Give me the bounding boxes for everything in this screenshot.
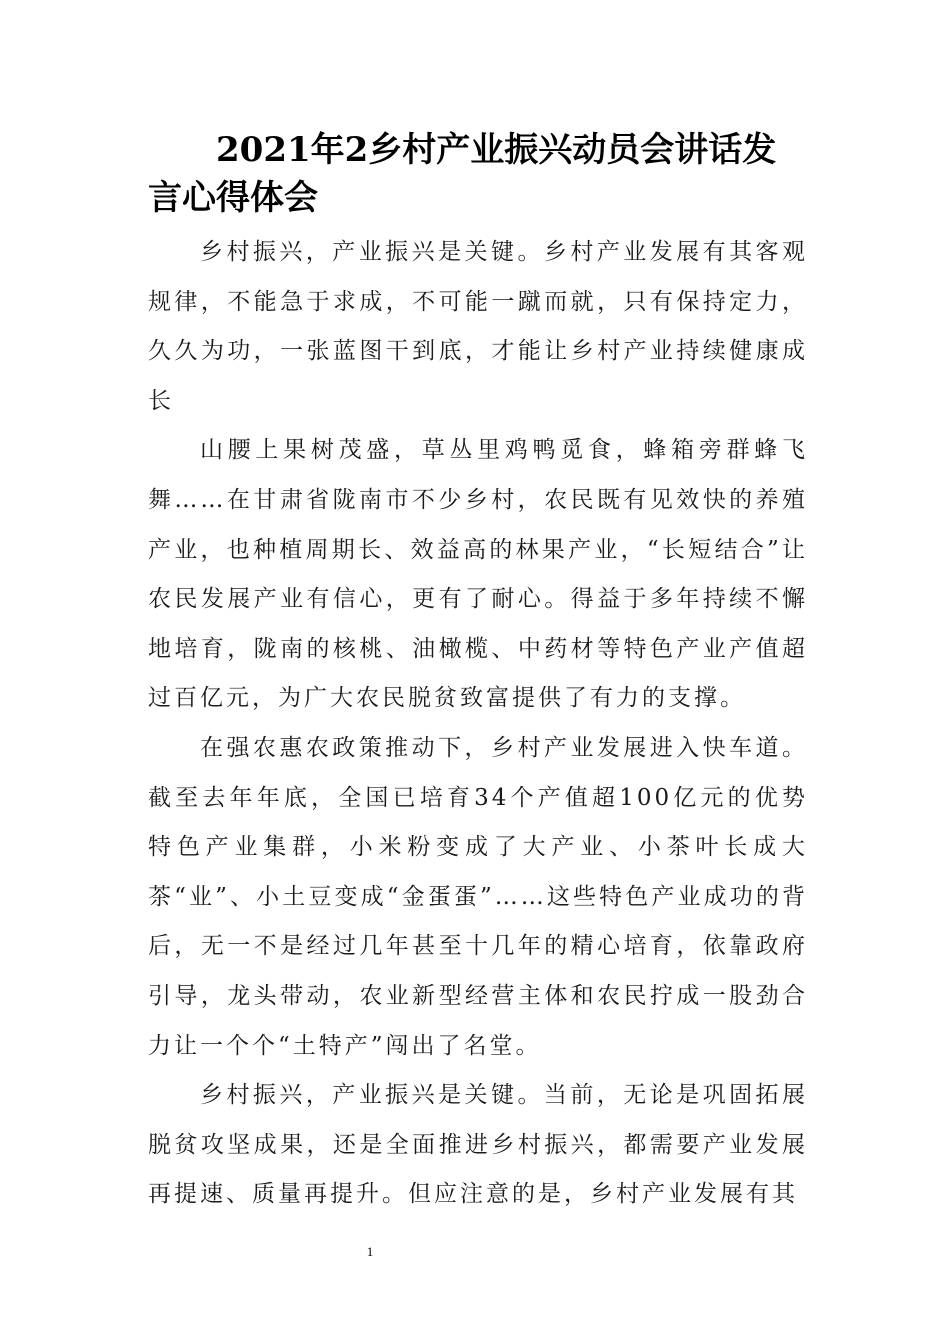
page-number: 1 (366, 1244, 374, 1259)
paragraph: 在强农惠农政策推动下，乡村产业发展进入快车道。截至去年年底，全国已培育34个产值超100亿元的优势特色产业集群，小米粉变成了大产业、小茶叶长成大茶“业”、小土豆变成“金蛋蛋”……这些特色产业成功的背后，无一不是经过几年甚至十几年的精心培育，依靠政府引导，龙头带动，农业新型经营主体和农民拧成一股劲合力让一个个“土特产”闯出了名堂。 (148, 734, 808, 1059)
paragraph: 乡村振兴，产业振兴是关键。乡村产业发展有其客观规律，不能急于求成，不可能一蹴而就，只有保持定力，久久为功，一张蓝图干到底，才能让乡村产业持续健康成长 (148, 239, 808, 414)
paragraph: 乡村振兴，产业振兴是关键。当前，无论是巩固拓展脱贫攻坚成果，还是全面推进乡村振兴，都需要产业发展再提速、质量再提升。但应注意的是，乡村产业发展有其 (148, 1082, 808, 1208)
document-title: 2021年2乡村产业振兴动员会讲话发言心得体会 (148, 130, 777, 218)
paragraph: 山腰上果树茂盛，草丛里鸡鸭觅食，蜂箱旁群蜂飞舞……在甘肃省陇南市不少乡村，农民既有见效快的养殖产业，也种植周期长、效益高的林果产业，“长短结合”让农民发展产业有信心，更有了耐心。得益于多年持续不懈地培育，陇南的核桃、油橄榄、中药材等特色产业产值超过百亿元，为广大农民脱贫致富提供了有力的支撑。 (148, 437, 808, 712)
document-body (148, 228, 808, 1220)
